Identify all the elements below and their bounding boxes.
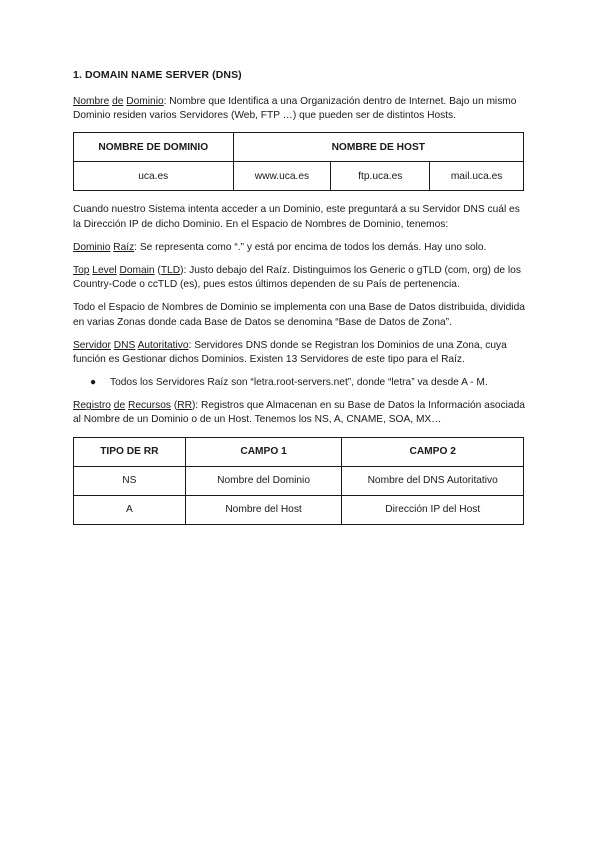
term: Raíz xyxy=(113,241,135,253)
table-header-cell: CAMPO 2 xyxy=(342,437,524,466)
paragraph-registro-recursos xyxy=(73,399,526,427)
table-header-row xyxy=(74,133,524,162)
table-row xyxy=(74,495,524,524)
term: Top xyxy=(73,265,90,277)
term: RR xyxy=(177,400,192,412)
paragraph-servidor-autoritativo xyxy=(73,339,526,367)
sep: ( xyxy=(171,400,178,412)
paragraph-dominio-raiz xyxy=(73,241,526,255)
table-header-cell: NOMBRE DE HOST xyxy=(233,133,523,162)
term: Autoritativo xyxy=(137,339,189,351)
term: TLD xyxy=(160,265,181,277)
term: Level xyxy=(92,265,117,277)
term: Dominio xyxy=(73,241,111,253)
term: Servidor xyxy=(73,339,111,351)
term: Registro xyxy=(73,400,111,412)
bullet-list xyxy=(73,376,526,390)
table-header-cell: TIPO DE RR xyxy=(74,437,186,466)
list-item xyxy=(90,376,526,390)
definition-text: ): Justo debajo del Raíz. Distinguimos los Generic o gTLD (com, org) de los Country-Code o ccTLD (es), pues estos últimos dependen de su País de pertenencia. xyxy=(73,265,521,291)
table-cell: A xyxy=(74,495,186,524)
term: de xyxy=(113,400,126,412)
table-header-cell: CAMPO 1 xyxy=(185,437,342,466)
table-cell: mail.uca.es xyxy=(430,162,524,191)
domain-host-table xyxy=(73,132,524,191)
paragraph-nombre-de-dominio xyxy=(73,95,526,123)
definition-text: : Servidores DNS donde se Registran los Dominios de una Zona, cuya función es Gestionar dichos Dominios. Existen 13 Servidores de este tipo para el Raíz. xyxy=(73,339,507,366)
table-header-row xyxy=(74,437,524,466)
table-cell: www.uca.es xyxy=(233,162,331,191)
term: Dominio xyxy=(126,96,164,107)
sep: ( xyxy=(154,265,161,277)
definition-text: : Se representa como “.” y está por encima de todos los demás. Hay uno solo. xyxy=(134,241,487,253)
term: Domain xyxy=(119,265,155,277)
definition-text: : Nombre que Identifica a una Organización dentro de Internet. Bajo un mismo Dominio residen varios Servidores (Web, FTP …) que pueden ser de distintos Hosts. xyxy=(73,96,517,122)
paragraph-espacio-nombres: Todo el Espacio de Nombres de Dominio se implementa con una Base de Datos distribuida, dividida en varias Zonas donde cada Base de Datos se denomina “Base de Datos de Zona”. xyxy=(73,302,525,328)
table-cell: Nombre del Host xyxy=(185,495,342,524)
table-cell: uca.es xyxy=(74,162,234,191)
bullet-icon: ● xyxy=(90,377,97,389)
table-cell: Nombre del Dominio xyxy=(185,466,342,495)
term: Nombre xyxy=(73,96,110,107)
table-cell: NS xyxy=(74,466,186,495)
term: Recursos xyxy=(127,400,171,412)
rr-table xyxy=(73,437,524,525)
paragraph-cuando: Cuando nuestro Sistema intenta acceder a un Dominio, este preguntará a su Servidor DNS cuál es la Dirección IP de dicho Dominio. En el Espacio de Nombres de Dominio, tenemos: xyxy=(73,204,520,230)
table-header-cell: NOMBRE DE DOMINIO xyxy=(74,133,234,162)
paragraph-tld xyxy=(73,264,526,292)
section-heading: 1. DOMAIN NAME SERVER (DNS) xyxy=(73,69,242,81)
table-cell: ftp.uca.es xyxy=(331,162,430,191)
table-cell: Nombre del DNS Autoritativo xyxy=(342,466,524,495)
table-row xyxy=(74,162,524,191)
list-item-text: Todos los Servidores Raíz son “letra.root-servers.net”, donde “letra” va desde A - M. xyxy=(110,377,488,389)
definition-text: ): Registros que Almacenan en su Base de Datos la Información asociada al Nombre de un Dominio o de un Host. Tenemos los NS, A, CNAME, SOA, MX… xyxy=(73,400,525,426)
table-row xyxy=(74,466,524,495)
term: DNS xyxy=(113,339,136,351)
term: de xyxy=(112,96,124,107)
table-cell: Dirección IP del Host xyxy=(342,495,524,524)
